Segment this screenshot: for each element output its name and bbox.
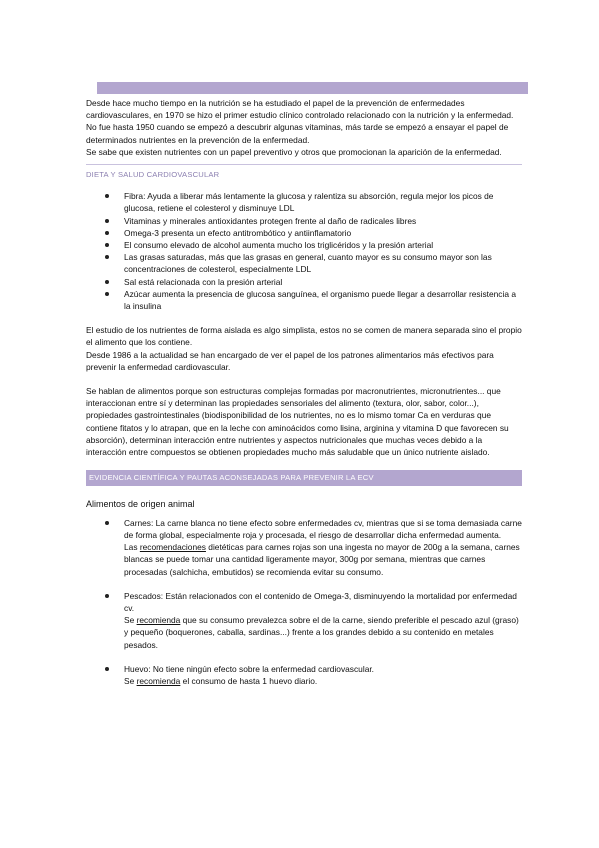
- header-color-bar: [97, 82, 528, 94]
- list-item-pescados: Pescados: Están relacionados con el contenido de Omega-3, disminuyendo la mortalidad por enfermedad cv. Se recomienda que su consumo prevalezca sobre el de la carne, siendo preferible el pescado azul (graso) y pequeño (boquerones, caballa, sardinas...) frente a los grandes debido a su contenido en metales pesados.: [86, 590, 522, 651]
- recomienda-underlined: recomienda: [136, 615, 181, 626]
- recomendaciones-underlined: recomendaciones: [139, 542, 206, 553]
- section-heading-dieta: DIETA Y SALUD CARDIOVASCULAR: [86, 164, 522, 184]
- body-paragraph: Desde 1986 a la actualidad se han encargado de ver el papel de los patrones alimentarios más efectivos para prevenir la enfermedad cardiovascular.: [86, 349, 494, 372]
- list-item-carnes: Carnes: La carne blanca no tiene efecto sobre enfermedades cv, mientras que si se toma demasiada carne de forma global, especialmente roja y procesada, el riesgo de desarrollar dicha enfermedad aumenta. Las recomendaciones dietéticas para carnes rojas son una ingesta no mayor de 200g a la semana, carnes blancas se puede tomar una cantidad ligeramente mayor, 300g por semana, mientras que carnes procesadas (salchicha, embutidos) se recomienda evitar su consumo.: [86, 517, 522, 578]
- huevo-text: Huevo: No tiene ningún efecto sobre la enfermedad cardiovascular.: [124, 663, 375, 674]
- subsection-heading: Alimentos de origen animal: [86, 499, 195, 510]
- list-item: Sal está relacionada con la presión arterial: [86, 276, 522, 288]
- list-item: El consumo elevado de alcohol aumenta mucho los triglicéridos y la presión arterial: [86, 239, 522, 251]
- nutrient-list: [86, 190, 522, 312]
- body-paragraph: Se hablan de alimentos porque son estructuras complejas formadas por macronutrientes, micronutrientes... que interaccionan entre sí y determinan las propiedades sensoriales del alimento (textura, olor, sabor, color...), propiedades gastrointestinales (biodisponibilidad de los nutrientes, no es lo mismo tomar Ca en verduras que contiene fitatos y lo atrapan, que en la leche con aminoácidos como lisina, arginina y vitamina D que favorecen su absorción), determinan interacción entre nutrientes y aspectos nutricionales que muchas veces debido a la interacción entre compuestos se obtienen propiedades mucho más saludable que un único nutriente aislado.: [86, 386, 509, 458]
- intro-paragraph-3: Se sabe que existen nutrientes con un papel preventivo y otros que promocionan la aparición de la enfermedad.: [86, 146, 502, 157]
- list-item: Omega-3 presenta un efecto antitrombótico y antiinflamatorio: [86, 227, 522, 239]
- intro-paragraph-1: Desde hace mucho tiempo en la nutrición se ha estudiado el papel de la prevención de enfermedades cardiovasculares, en 1970 se hizo el primer estudio clínico controlado relacionado con la nutrición y la enfermedad.: [86, 98, 514, 121]
- pescados-text: Pescados: Están relacionados con el contenido de Omega-3, disminuyendo la mortalidad por enfermedad cv.: [124, 590, 517, 613]
- food-list: [86, 517, 522, 687]
- list-item: Azúcar aumenta la presencia de glucosa sanguínea, el organismo puede llegar a desarrollar resistencia a la insulina: [86, 288, 522, 312]
- list-item: Fibra: Ayuda a liberar más lentamente la glucosa y ralentiza su absorción, regula mejor los picos de glucosa, retiene el colesterol y disminuye LDL: [86, 190, 522, 214]
- list-item: Vitaminas y minerales antioxidantes protegen frente al daño de radicales libres: [86, 215, 522, 227]
- list-item: Las grasas saturadas, más que las grasas en general, cuanto mayor es su consumo mayor son las concentraciones de colesterol, especialmente LDL: [86, 251, 522, 275]
- document-content: [86, 97, 522, 699]
- intro-paragraph-2: No fue hasta 1950 cuando se empezó a descubrir algunas vitaminas, más tarde se empezó a ensayar el papel de determinados nutrientes en la prevención de la enfermedad.: [86, 122, 509, 145]
- body-paragraph: El estudio de los nutrientes de forma aislada es algo simplista, estos no se comen de manera separada sino el propio el alimento que los contiene.: [86, 325, 522, 348]
- recomienda-underlined: recomienda: [136, 675, 181, 686]
- carnes-text: Carnes: La carne blanca no tiene efecto sobre enfermedades cv, mientras que si se toma demasiada carne de forma global, especialmente roja y procesada, el riesgo de desarrollar dicha enfermedad aumenta.: [124, 517, 522, 540]
- section-heading-evidencia: EVIDENCIA CIENTÍFICA Y PAUTAS ACONSEJADAS PARA PREVENIR LA ECV: [86, 470, 522, 486]
- list-item-huevo: Huevo: No tiene ningún efecto sobre la enfermedad cardiovascular. Se recomienda el consumo de hasta 1 huevo diario.: [86, 663, 522, 687]
